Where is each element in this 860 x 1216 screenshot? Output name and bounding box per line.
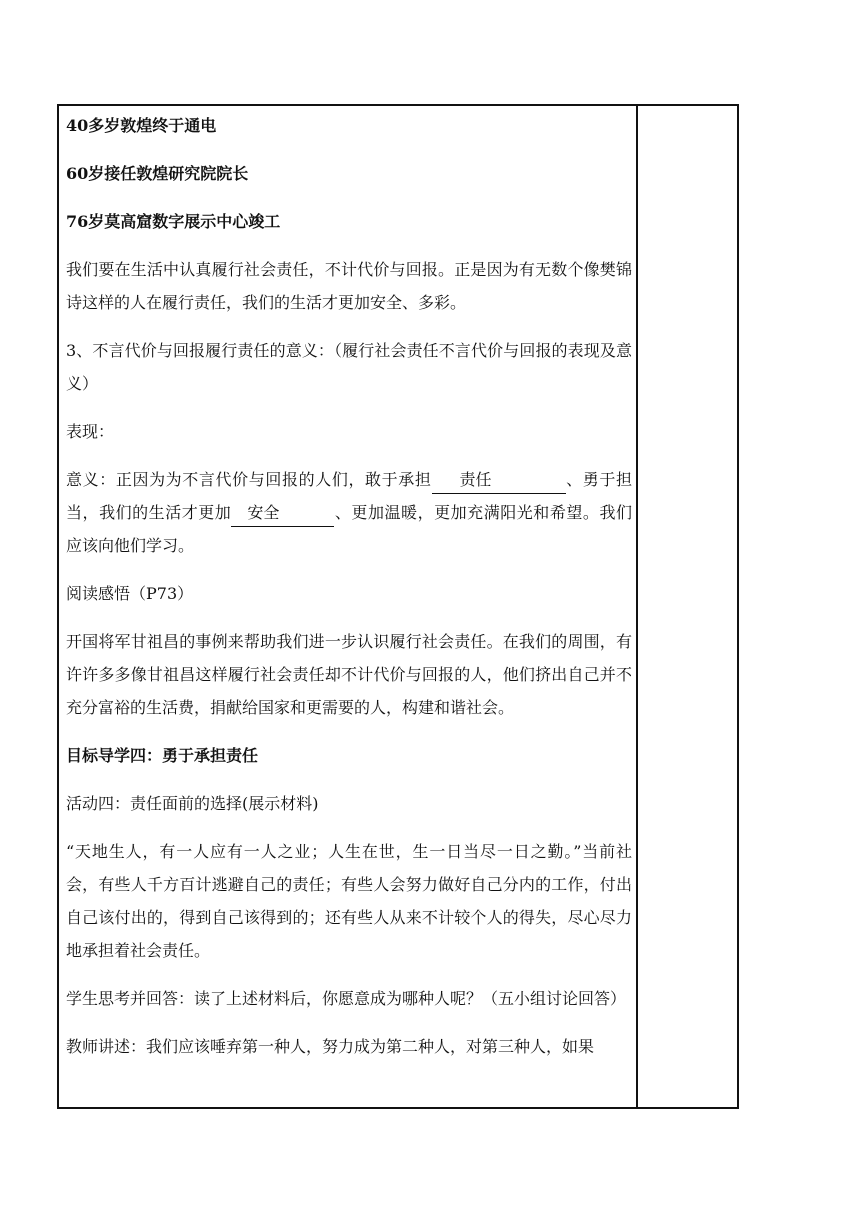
duty-paragraph: 我们要在生活中认真履行社会责任，不计代价与回报。正是因为有无数个像樊锦诗这样的人在履行责任，我们的生活才更加安全、多彩。 xyxy=(66,260,632,312)
quote-paragraph: “天地生人，有一人应有一人之业；人生在世，生一日当尽一日之勤。”当前社会，有些人千方百计逃避自己的责任；有些人会努力做好自己分内的工作，付出自己该付出的，得到自己该得到的；还有些人从来不计较个人的得失，尽心尽力地承担着社会责任。 xyxy=(66,842,632,960)
goal-4-heading: 目标导学四：勇于承担责任 xyxy=(66,746,259,765)
yiyi-paragraph xyxy=(66,463,632,562)
table-column-divider xyxy=(636,104,638,1109)
biaoxian-label: 表现： xyxy=(66,422,115,441)
timeline-line-60: 60岁接任敦煌研究院院长 xyxy=(66,164,249,183)
fill-blank-responsibility: 责任 xyxy=(432,467,566,494)
reading-title: 阅读感悟（P73） xyxy=(66,584,194,603)
timeline-line-76: 76岁莫高窟数字展示中心竣工 xyxy=(66,212,281,231)
teacher-statement: 教师讲述：我们应该唾弃第一种人，努力成为第二种人，对第三种人，如果 xyxy=(66,1037,595,1056)
lesson-content-cell xyxy=(66,109,632,1078)
student-question: 学生思考并回答：读了上述材料后，你愿意成为哪种人呢？（五小组讨论回答） xyxy=(66,989,627,1008)
point-3-heading: 3、不言代价与回报履行责任的意义：（履行社会责任不言代价与回报的表现及意义） xyxy=(66,341,632,393)
yiyi-middle: 、勇于担当，我们的生活才更加 xyxy=(66,470,632,522)
activity-4-title: 活动四：责任面前的选择(展示材料) xyxy=(66,794,319,813)
yiyi-prefix: 意义：正因为为不言代价与回报的人们，敢于承担 xyxy=(66,470,432,489)
yiyi-suffix: 、更加温暖，更加充满阳光和希望。我们应该向他们学习。 xyxy=(66,503,632,555)
reading-paragraph: 开国将军甘祖昌的事例来帮助我们进一步认识履行社会责任。在我们的周围，有许许多多像甘祖昌这样履行社会责任却不计代价与回报的人，他们挤出自己并不充分富裕的生活费，捐献给国家和更需要的人，构建和谐社会。 xyxy=(66,632,632,717)
fill-blank-safety: 安全 xyxy=(231,500,334,527)
timeline-line-40: 40多岁敦煌终于通电 xyxy=(66,116,217,135)
